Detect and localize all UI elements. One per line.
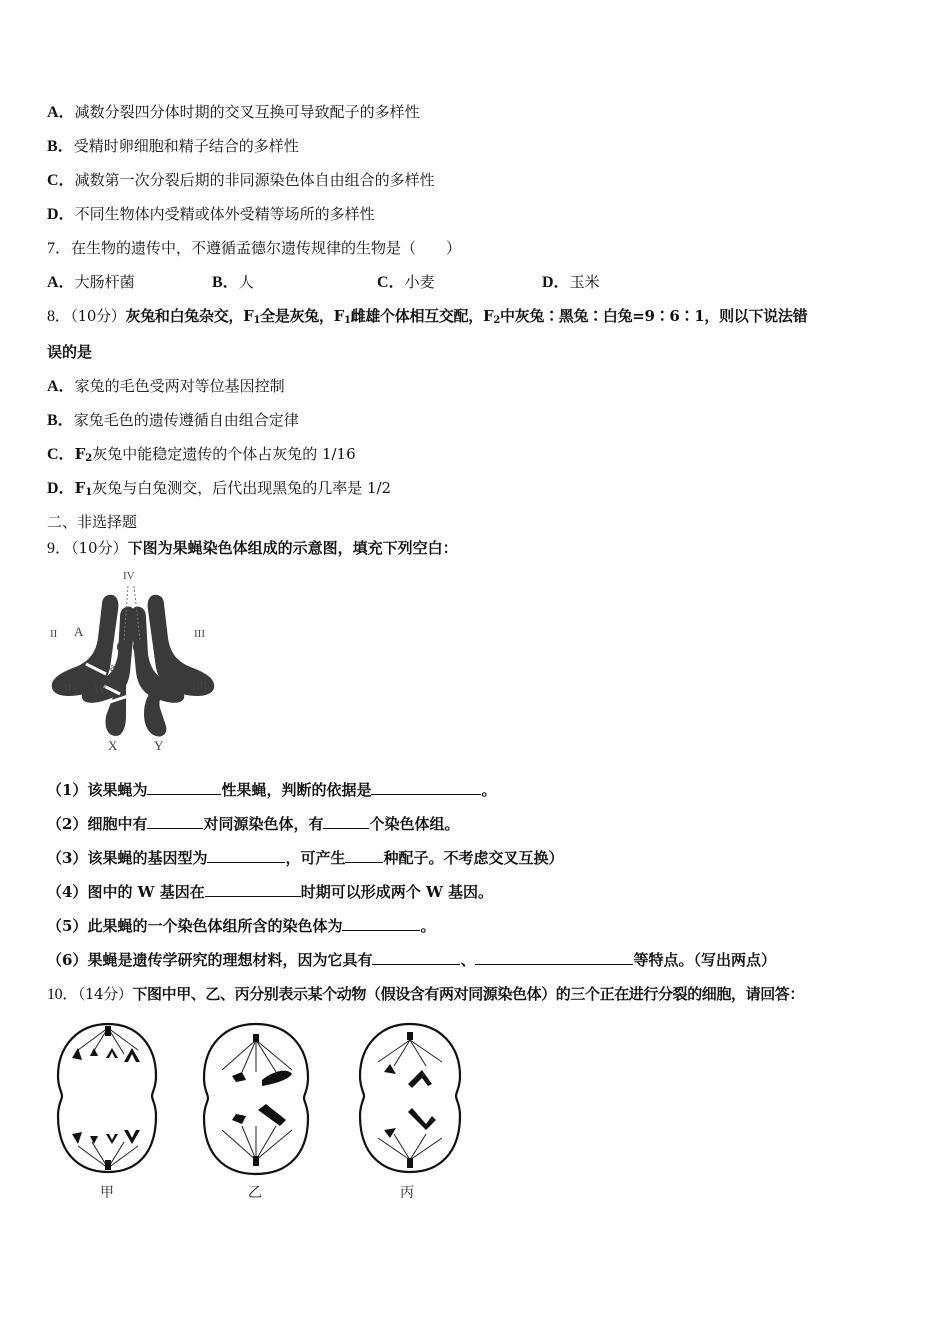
subquestion-number: （3） [47,849,88,867]
subquestion-number: （2） [47,815,88,833]
text-part: 对同源染色体，有 [203,815,324,833]
answer-blank[interactable] [475,950,633,965]
text-part: 个染色体组。 [369,815,460,833]
q8-stem-line2: 误的是 [47,343,93,361]
subscript: 2 [493,315,500,326]
stem-part: 灰兔和白兔杂交，F [125,307,254,325]
q7-option-a [47,272,135,293]
text-part: 、 [460,951,476,969]
text-part: 该果蝇的基因型为 [87,849,208,867]
question-score: （14分） [77,985,133,1003]
label-iv: IV [123,570,135,582]
text-part: 时期可以形成两个 W 基因。 [300,883,494,901]
subscript: 1 [85,487,93,498]
option-text: 家兔毛色的遗传遵循自由组合定律 [73,411,299,429]
answer-blank[interactable] [205,882,301,897]
q7-option-c [377,272,435,293]
answer-blank[interactable] [323,814,369,829]
q7-stem [47,238,461,259]
subquestion-number: （1） [47,781,88,799]
text-part: 种配子。不考虑交叉互换） [383,849,564,867]
subscript: 2 [85,453,93,464]
question-number: 8． [47,308,71,325]
q9-subquestion-2 [47,814,459,834]
option-letter: B． [47,138,74,155]
subquestion-number: （4） [47,883,88,901]
question-score: （10分） [70,307,126,325]
answer-blank[interactable] [372,950,460,965]
fruit-fly-chromosome-diagram [44,568,224,758]
q9-subquestion-5 [47,916,435,936]
option-text: 灰兔中能稳定遗传的个体占灰兔的 1/16 [92,445,356,463]
label-gene-a-lower: a [110,660,116,674]
question-number: 9． [47,540,72,557]
q7-options [47,272,747,292]
cell-division-diagram [48,1020,468,1210]
option-letter: C． [47,446,75,463]
text-part: 果蝇是遗传学研究的理想材料，因为它具有 [87,951,373,969]
cell-label-bing: 丙 [400,1185,414,1201]
label-x: X [108,738,118,753]
question-score: （10分） [71,539,128,557]
option-letter: A． [47,104,75,121]
text-part: 。 [420,917,436,935]
q8-option-c [47,444,356,469]
option-letter: D． [47,206,75,223]
question-text [126,307,808,325]
subquestion-number: （5） [47,917,88,935]
label-gene-a-upper: A [74,624,84,639]
answer-blank[interactable] [345,848,383,863]
question-text: 下图为果蝇染色体组成的示意图，填充下列空白： [127,539,458,557]
q8-option-a [47,376,285,397]
text-part: 。 [481,781,497,799]
label-ii-bottom: II [64,682,72,694]
subscript: 1 [253,315,261,326]
q8-stem [47,306,807,331]
text-part: 该果蝇为 [87,781,148,799]
option-text: 家兔的毛色受两对等位基因控制 [74,377,285,395]
q9-stem [47,538,458,559]
question-text: 下图中甲、乙、丙分别表示某个动物（假设含有两对同源染色体）的三个正在进行分裂的细胞，请回答： [132,985,805,1003]
option-text: 受精时卵细胞和精子结合的多样性 [73,137,299,155]
text-part: 此果蝇的一个染色体组所含的染色体为 [87,917,343,935]
q6-option-a [47,102,420,123]
section-title: 二、非选择题 [47,513,138,531]
q9-subquestion-4 [47,882,493,902]
option-text: 减数分裂四分体时期的交叉互换可导致配子的多样性 [74,103,420,121]
option-text: 玉米 [569,273,600,291]
option-letter: C． [47,172,75,189]
stem-part: 中灰兔∶黑兔∶白兔=9∶6∶1，则以下说法错 [499,307,808,325]
q7-option-b [212,272,254,293]
question-number: 7． [47,240,72,257]
q10-stem [47,984,804,1005]
stem-part: 全是灰兔，F [260,307,344,325]
q9-subquestion-3 [47,848,563,868]
option-prefix: F [74,479,86,497]
answer-blank[interactable] [342,916,420,931]
cell-label-yi: 乙 [248,1185,262,1201]
label-y: Y [154,738,164,753]
q8-option-b [47,410,299,431]
option-letter: B． [47,412,74,429]
label-gene-w: W [94,682,107,697]
option-letter: D． [542,274,570,291]
option-text: 人 [238,273,254,291]
label-ii-top: II [50,628,58,640]
subquestion-number: （6） [47,951,88,969]
option-text: 不同生物体内受精或体外受精等场所的多样性 [74,205,375,223]
option-letter: C． [377,274,405,291]
label-iii-top: III [194,628,205,640]
q6-option-c [47,170,435,191]
text-part: ，可产生 [285,849,346,867]
option-letter: A． [47,274,75,291]
label-iii-bottom: III [196,680,207,692]
option-text: 大肠杆菌 [74,273,135,291]
q6-option-d [47,204,375,225]
option-letter: A． [47,378,75,395]
cell-label-jia: 甲 [100,1185,114,1201]
option-prefix: F [74,445,86,463]
text-part: 图中的 W 基因在 [87,883,205,901]
question-number: 10． [47,986,78,1003]
subscript: 1 [343,315,351,326]
question-text: 在生物的遗传中，不遵循孟德尔遗传规律的生物是（ ） [71,239,462,257]
q9-subquestion-1 [47,780,496,800]
chromosome-illustration [44,568,224,758]
cell-division-illustration [48,1020,468,1190]
option-text: 灰兔与白兔测交，后代出现黑兔的几率是 1/2 [92,479,392,497]
q9-subquestion-6 [47,950,776,970]
text-part: 等特点。（写出两点） [633,951,776,969]
answer-blank[interactable] [147,814,203,829]
option-text: 减数第一次分裂后期的非同源染色体自由组合的多样性 [74,171,435,189]
q7-option-d [542,272,600,293]
answer-blank[interactable] [147,780,221,795]
q6-option-b [47,136,299,157]
option-text: 小麦 [404,273,435,291]
text-part: 性果蝇，判断的依据是 [221,781,372,799]
option-letter: B． [212,274,239,291]
text-part: 细胞中有 [87,815,148,833]
stem-part: 雌雄个体相互交配，F [350,307,494,325]
answer-blank[interactable] [207,848,285,863]
option-letter: D． [47,480,75,497]
q8-option-d [47,478,391,503]
answer-blank[interactable] [371,780,481,795]
